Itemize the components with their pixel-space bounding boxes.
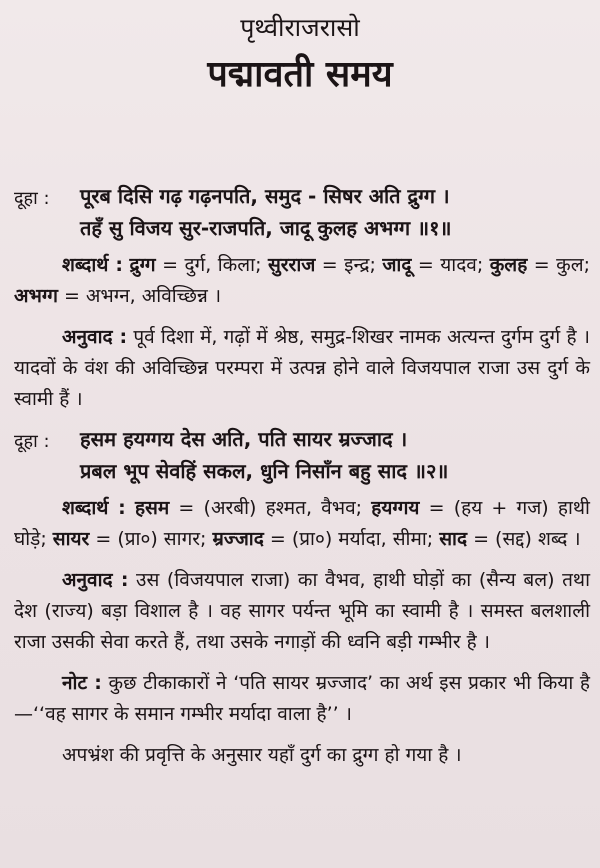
page-content <box>14 182 590 781</box>
verse-line: पूरब दिसि गढ़ गढ़नपति, समुद - सिषर अति द्रुग्ग । <box>80 184 450 208</box>
glossary-definition: = (हय + गज) हाथी घोड़े; <box>14 497 590 550</box>
glossary-term: हसम <box>134 497 170 519</box>
translation-text: पूर्व दिशा में, गढ़ों में श्रेष्ठ, समुद्र-शिखर नामक अत्यन्त दुर्गम दुर्ग है । यादवों के वंश की अविच्छिन्न परम्परा में उत्पन्न होने वाले विजयपाल राजा उस दुर्ग के स्वामी हैं । <box>14 326 590 410</box>
word-meaning-heading: शब्दार्थ : <box>62 254 124 276</box>
translation-text: उस (विजयपाल राजा) का वैभव, हाथी घोड़ों का (सैन्य बल) तथा देश (राज्य) बड़ा विशाल है । वह सागर पर्यन्त भूमि का स्वामी है । समस्त बलशाली राजा उसकी सेवा करते हैं, तथा उसके नगाड़ों की ध्वनि बड़ी गम्भीर है । <box>14 569 590 653</box>
glossary-term: सुरराज <box>267 254 316 276</box>
translation-2 <box>14 565 590 658</box>
note-heading: नोट : <box>62 672 102 694</box>
glossary-definition: = दुर्ग, किला; <box>155 254 268 276</box>
note-paragraph <box>14 668 590 730</box>
glossary-term: जादू <box>382 254 412 276</box>
book-title: पृथ्वीराजरासो <box>240 13 360 42</box>
glossary-term: साद <box>439 528 468 550</box>
glossary-term: म्रज्जाद <box>212 528 264 550</box>
verse-line: तहँ सु विजय सुर-राजपति, जादू कुलह अभग्ग ॥१॥ <box>80 216 452 240</box>
translation-heading: अनुवाद : <box>62 569 129 591</box>
verse-line: प्रबल भूप सेवहिं सकल, धुनि निसाँन बहु साद ॥२॥ <box>80 459 449 483</box>
glossary-definition: = कुल; <box>527 254 591 276</box>
chapter-title: पद्मावती समय <box>207 54 393 95</box>
glossary-definition: = (प्रा०) सागर; <box>89 528 213 550</box>
verse-label: दूहा : <box>14 431 50 452</box>
verse-line: हसम हयग्गय देस अति, पति सायर म्रज्जाद । <box>80 427 408 451</box>
verse-2 <box>14 425 590 485</box>
word-meaning-2 <box>14 493 590 555</box>
glossary-definition: = इन्द्र; <box>315 254 383 276</box>
title-block <box>0 10 600 98</box>
verse-1 <box>14 182 590 242</box>
glossary-term: सायर <box>52 528 90 550</box>
glossary-term: हयग्गय <box>371 497 420 519</box>
closing-paragraph <box>14 740 590 771</box>
glossary-definition: = (सद्द) शब्द । <box>467 528 581 550</box>
closing-text: अपभ्रंश की प्रवृत्ति के अनुसार यहाँ दुर्ग का द्रुग्ग हो गया है । <box>62 744 462 766</box>
glossary-term: अभग्ग <box>14 285 58 307</box>
glossary-definition: = अभग्न, अविच्छिन्न । <box>57 285 222 307</box>
translation-1 <box>14 322 590 415</box>
verse-lines <box>80 182 590 242</box>
verse-label: दूहा : <box>14 188 50 209</box>
glossary-definition: = (अरबी) हश्मत, वैभव; <box>169 497 372 519</box>
glossary-definition: = (प्रा०) मर्यादा, सीमा; <box>263 528 440 550</box>
glossary-definition: = यादव; <box>411 254 490 276</box>
glossary-term: द्रुग्ग <box>129 254 156 276</box>
word-meaning-1 <box>14 250 590 312</box>
translation-heading: अनुवाद : <box>62 326 128 348</box>
glossary-term: कुलह <box>489 254 528 276</box>
verse-lines <box>80 425 590 485</box>
word-meaning-heading: शब्दार्थ : <box>62 497 126 519</box>
note-text: कुछ टीकाकारों ने ‘पति सायर म्रज्जाद’ का अर्थ इस प्रकार भी किया है —‘‘वह सागर के समान गम्भीर मर्यादा वाला है’’ । <box>14 672 590 725</box>
